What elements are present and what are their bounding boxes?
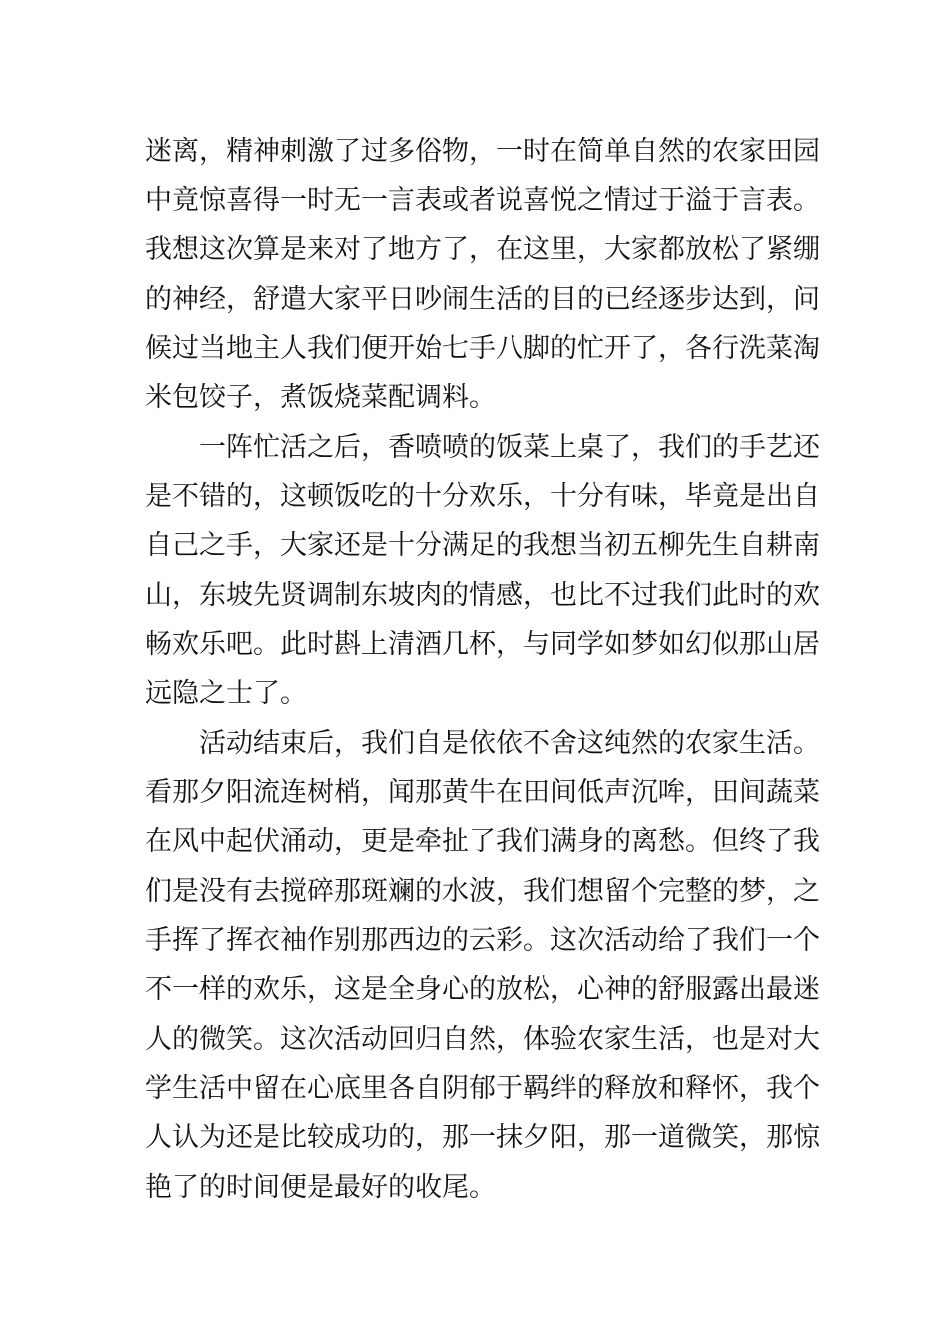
text-line: 山，东坡先贤调制东坡肉的情感，也比不过我们此时的欢	[145, 580, 820, 611]
text-line: 人的微笑。这次活动回归自然，体验农家生活，也是对大	[145, 1024, 820, 1055]
text-line: 畅欢乐吧。此时斟上清酒几杯，与同学如梦如幻似那山居	[145, 629, 820, 660]
text-line: 我想这次算是来对了地方了，在这里，大家都放松了紧绷	[145, 234, 820, 265]
text-line: 自己之手，大家还是十分满足的我想当初五柳先生自耕南	[145, 530, 820, 561]
text-line: 人认为还是比较成功的，那一抹夕阳，那一道微笑，那惊	[145, 1122, 820, 1153]
text-line: 在风中起伏涌动，更是牵扯了我们满身的离愁。但终了我	[145, 826, 820, 857]
text-line: 看那夕阳流连树梢，闻那黄牛在田间低声沉哞，田间蔬菜	[145, 777, 820, 808]
text-line: 的神经，舒遣大家平日吵闹生活的目的已经逐步达到，问	[145, 284, 820, 315]
text-line: 中竟惊喜得一时无一言表或者说喜悦之情过于溢于言表。	[145, 185, 820, 216]
text-line: 学生活中留在心底里各自阴郁于羁绊的释放和释怀，我个	[145, 1073, 820, 1104]
text-line: 迷离，精神刺激了过多俗物，一时在简单自然的农家田园	[145, 136, 820, 167]
text-line: 手挥了挥衣袖作别那西边的云彩。这次活动给了我们一个	[145, 925, 820, 956]
paragraph-first-line: 活动结束后，我们自是依依不舍这纯然的农家生活。	[199, 728, 820, 759]
text-line: 远隐之士了。	[145, 678, 307, 709]
text-line: 艳了的时间便是最好的收尾。	[145, 1172, 496, 1203]
text-line: 候过当地主人我们便开始七手八脚的忙开了，各行洗菜淘	[145, 333, 820, 364]
text-line: 不一样的欢乐，这是全身心的放松，心神的舒服露出最迷	[145, 974, 820, 1005]
text-line: 米包饺子，煮饭烧菜配调料。	[145, 382, 496, 413]
text-line: 是不错的，这顿饭吃的十分欢乐，十分有味，毕竟是出自	[145, 481, 820, 512]
text-line: 们是没有去搅碎那斑斓的水波，我们想留个完整的梦，之	[145, 876, 820, 907]
paragraph-first-line: 一阵忙活之后，香喷喷的饭菜上桌了，我们的手艺还	[199, 432, 820, 463]
